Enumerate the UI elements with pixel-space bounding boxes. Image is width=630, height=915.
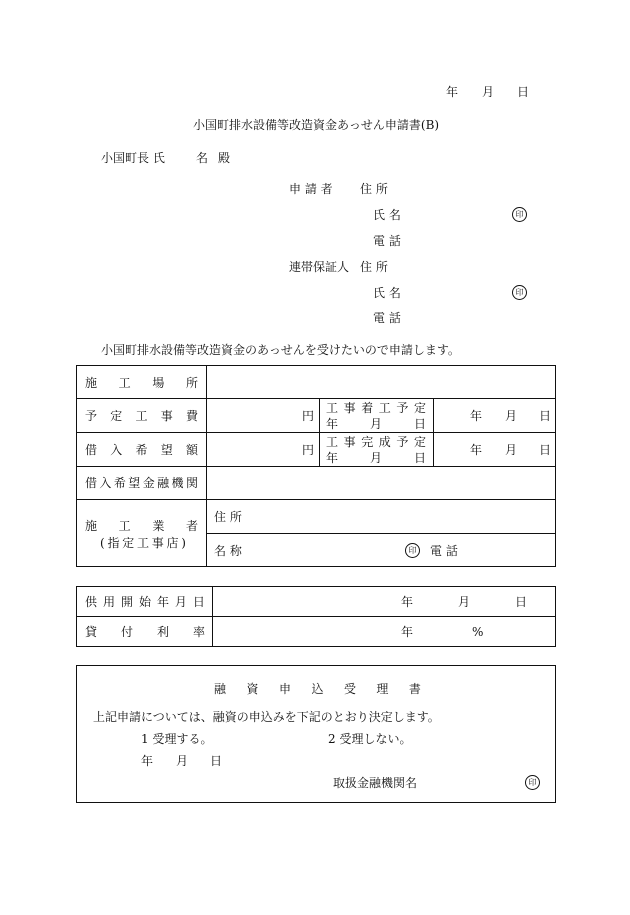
start-use-year: 年	[401, 595, 414, 609]
table1-rule	[76, 466, 556, 467]
receipt-title: 融 資 申 込 受 理 書	[214, 682, 421, 696]
contractor-label: 施 工 業 者	[85, 519, 198, 533]
receipt-day: 日	[210, 754, 223, 768]
date-day: 日	[517, 85, 530, 99]
loan-label: 借 入 希 望 額	[85, 443, 198, 457]
loan-unit: 円	[302, 443, 315, 457]
rate-percent: %	[472, 625, 484, 639]
contractor-name-label: 名 称	[214, 544, 242, 558]
table1-rule	[206, 365, 207, 567]
rate-year: 年	[401, 625, 414, 639]
guarantor-address-label: 住 所	[360, 260, 388, 274]
bank-label: 借 入 希 望 金 融 機 関	[85, 476, 198, 490]
table2-rule	[212, 586, 213, 647]
applicant-seal-icon: 印	[512, 207, 527, 222]
receipt-month: 月	[176, 754, 189, 768]
contractor-sub-label: ( 指 定 工 事 店 )	[100, 536, 186, 550]
applicant-address-label: 住 所	[360, 182, 388, 196]
table1-rule	[319, 398, 320, 466]
complete-day: 日	[539, 443, 552, 457]
guarantor-role: 連帯保証人	[289, 260, 350, 274]
table1-rule	[433, 398, 434, 466]
start-use-label: 供 用 開 始 年 月 日	[85, 595, 205, 609]
applicant-role: 申 請 者	[289, 182, 333, 196]
receipt-option-accept: 1 受理する。	[141, 732, 213, 746]
guarantor-name-label: 氏 名	[373, 286, 401, 300]
request-sentence: 小国町排水設備等改造資金のあっせんを受けたいので申請します。	[101, 343, 460, 357]
table1-rule	[76, 398, 556, 399]
table1-rule	[206, 533, 556, 534]
receipt-bank-name-label: 取扱金融機関名	[333, 776, 418, 790]
addressee-text: 小国町長 氏	[101, 151, 165, 165]
start-month: 月	[505, 409, 518, 423]
complete-sub-month: 月	[370, 451, 383, 465]
addressee-honorific: 殿	[218, 151, 231, 165]
receipt-year: 年	[141, 754, 154, 768]
complete-sub-year: 年	[326, 451, 339, 465]
site-label: 施 工 場 所	[85, 376, 198, 390]
contractor-address-label: 住 所	[214, 510, 242, 524]
start-use-month: 月	[458, 595, 471, 609]
applicant-phone-label: 電 話	[373, 234, 401, 248]
cost-label: 予 定 工 事 費	[85, 409, 198, 423]
start-day: 日	[539, 409, 552, 423]
date-month: 月	[482, 85, 495, 99]
start-sub-day: 日	[414, 417, 427, 431]
site-field[interactable]	[212, 369, 552, 395]
table1-rule	[76, 499, 556, 500]
complete-label: 工 事 完 成 予 定	[326, 435, 426, 449]
start-use-day: 日	[515, 595, 528, 609]
contractor-seal-icon: 印	[405, 543, 420, 558]
addressee-name-mark: 名	[196, 151, 209, 165]
contractor-phone-label: 電 話	[430, 544, 458, 558]
bank-field[interactable]	[212, 470, 552, 496]
guarantor-phone-label: 電 話	[373, 311, 401, 325]
start-year: 年	[470, 409, 483, 423]
start-label: 工 事 着 工 予 定	[326, 401, 426, 415]
table2-rule	[76, 616, 556, 617]
complete-sub-day: 日	[414, 451, 427, 465]
complete-month: 月	[505, 443, 518, 457]
guarantor-seal-icon: 印	[512, 285, 527, 300]
start-sub-year: 年	[326, 417, 339, 431]
applicant-name-label: 氏 名	[373, 208, 401, 222]
complete-year: 年	[470, 443, 483, 457]
receipt-seal-icon: 印	[525, 775, 540, 790]
receipt-option-reject: 2 受理しない。	[328, 732, 412, 746]
rate-label: 貸 付 利 率	[85, 625, 205, 639]
cost-unit: 円	[302, 409, 315, 423]
start-sub-month: 月	[370, 417, 383, 431]
date-year: 年	[446, 85, 459, 99]
receipt-sentence: 上記申請については、融資の申込みを下記のとおり決定します。	[93, 710, 440, 724]
table1-rule	[76, 432, 556, 433]
document-title: 小国町排水設備等改造資金あっせん申請書(B)	[193, 118, 440, 132]
